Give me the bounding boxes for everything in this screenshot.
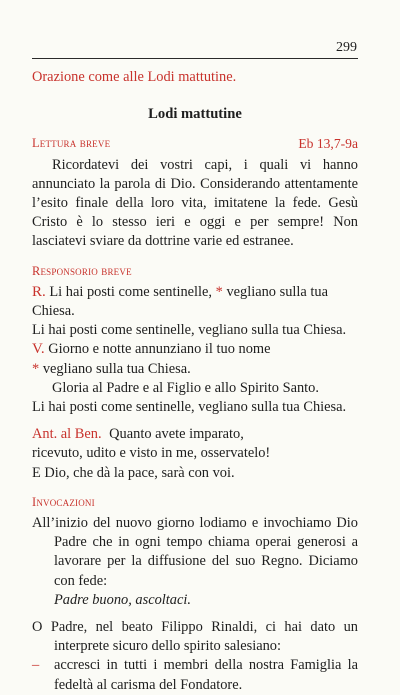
- star-marker: *: [215, 283, 223, 300]
- dash-marker: –: [32, 657, 40, 674]
- r-symbol: R.: [32, 283, 46, 300]
- header-rule: [32, 58, 358, 59]
- invocazioni-intro: All’inizio del nuovo giorno lodiamo e invochiamo Dio Padre che in ogni tempo chiama operai generosi a lavorare per la diffusione del suo Regno. Diciamo con fede:: [32, 515, 358, 589]
- responsorio-label: Responsorio breve: [32, 263, 132, 278]
- v-symbol: V.: [32, 341, 45, 358]
- antifona-line-3: E Dio, che dà la pace, sarà con voi.: [32, 464, 235, 481]
- responsorio-4: vegliano sulla tua Chiesa.: [42, 360, 191, 377]
- responsorio-line-5: Gloria al Padre e al Figlio e allo Spirito Santo.: [52, 379, 319, 396]
- star-marker: *: [32, 360, 40, 377]
- antifona-label: Ant. al Ben.: [32, 426, 102, 443]
- responsorio-1b: vegliano sulla tua Chiesa.: [32, 283, 328, 320]
- lettura-header: [32, 134, 358, 153]
- lettura-ref: Eb 13,7-9a: [298, 136, 358, 152]
- orazione-rubric: Orazione come alle Lodi mattutine.: [32, 69, 237, 85]
- invocazioni-paragraph: O Padre, nel beato Filippo Rinaldi, ci hai dato un interprete sicuro dello spirito salesiano:: [32, 619, 358, 655]
- responsorio-header: [32, 262, 358, 281]
- antifona-line-1: [32, 425, 358, 444]
- page-content: [32, 66, 358, 695]
- invocazioni-response: Padre buono, ascoltaci.: [54, 591, 191, 608]
- antifona-line-2: ricevuto, udito e visto in me, osservatelo!: [32, 445, 271, 462]
- responsorio-1a: Li hai posti come sentinelle,: [49, 283, 213, 300]
- antifona-text-1: Quanto avete imparato,: [109, 426, 244, 443]
- lettura-text: Ricordatevi dei vostri capi, i quali vi hanno annunciato la parola di Dio. Considerando attentamente l’esito finale della loro vita, imitatene la fede. Gesù Cristo è lo stesso ieri e oggi e per sempre! Non lasciatevi sviare da dottrine varie ed estranee.: [32, 156, 358, 250]
- lettura-label: Lettura breve: [32, 136, 111, 151]
- invocazioni-label: Invocazioni: [32, 494, 95, 509]
- petition-text: accresci in tutti i membri della nostra Famiglia la fedeltà al carisma del Fondatore.: [54, 657, 358, 693]
- section-title: Lodi mattutine: [148, 106, 242, 123]
- responsorio-line-6: Li hai posti come sentinelle, vegliano sulla tua Chiesa.: [32, 399, 347, 416]
- responsorio-line-3: [32, 340, 358, 359]
- invocazioni-header: [32, 493, 358, 512]
- responsorio-3: Giorno e notte annunziano il tuo nome: [48, 341, 271, 358]
- responsorio-line-2: Li hai posti come sentinelle, vegliano sulla tua Chiesa.: [32, 322, 347, 339]
- responsorio-line-1: [32, 283, 358, 321]
- page-number: 299: [336, 40, 357, 55]
- invocazioni-petition: [32, 656, 358, 694]
- responsorio-line-4: [32, 360, 358, 379]
